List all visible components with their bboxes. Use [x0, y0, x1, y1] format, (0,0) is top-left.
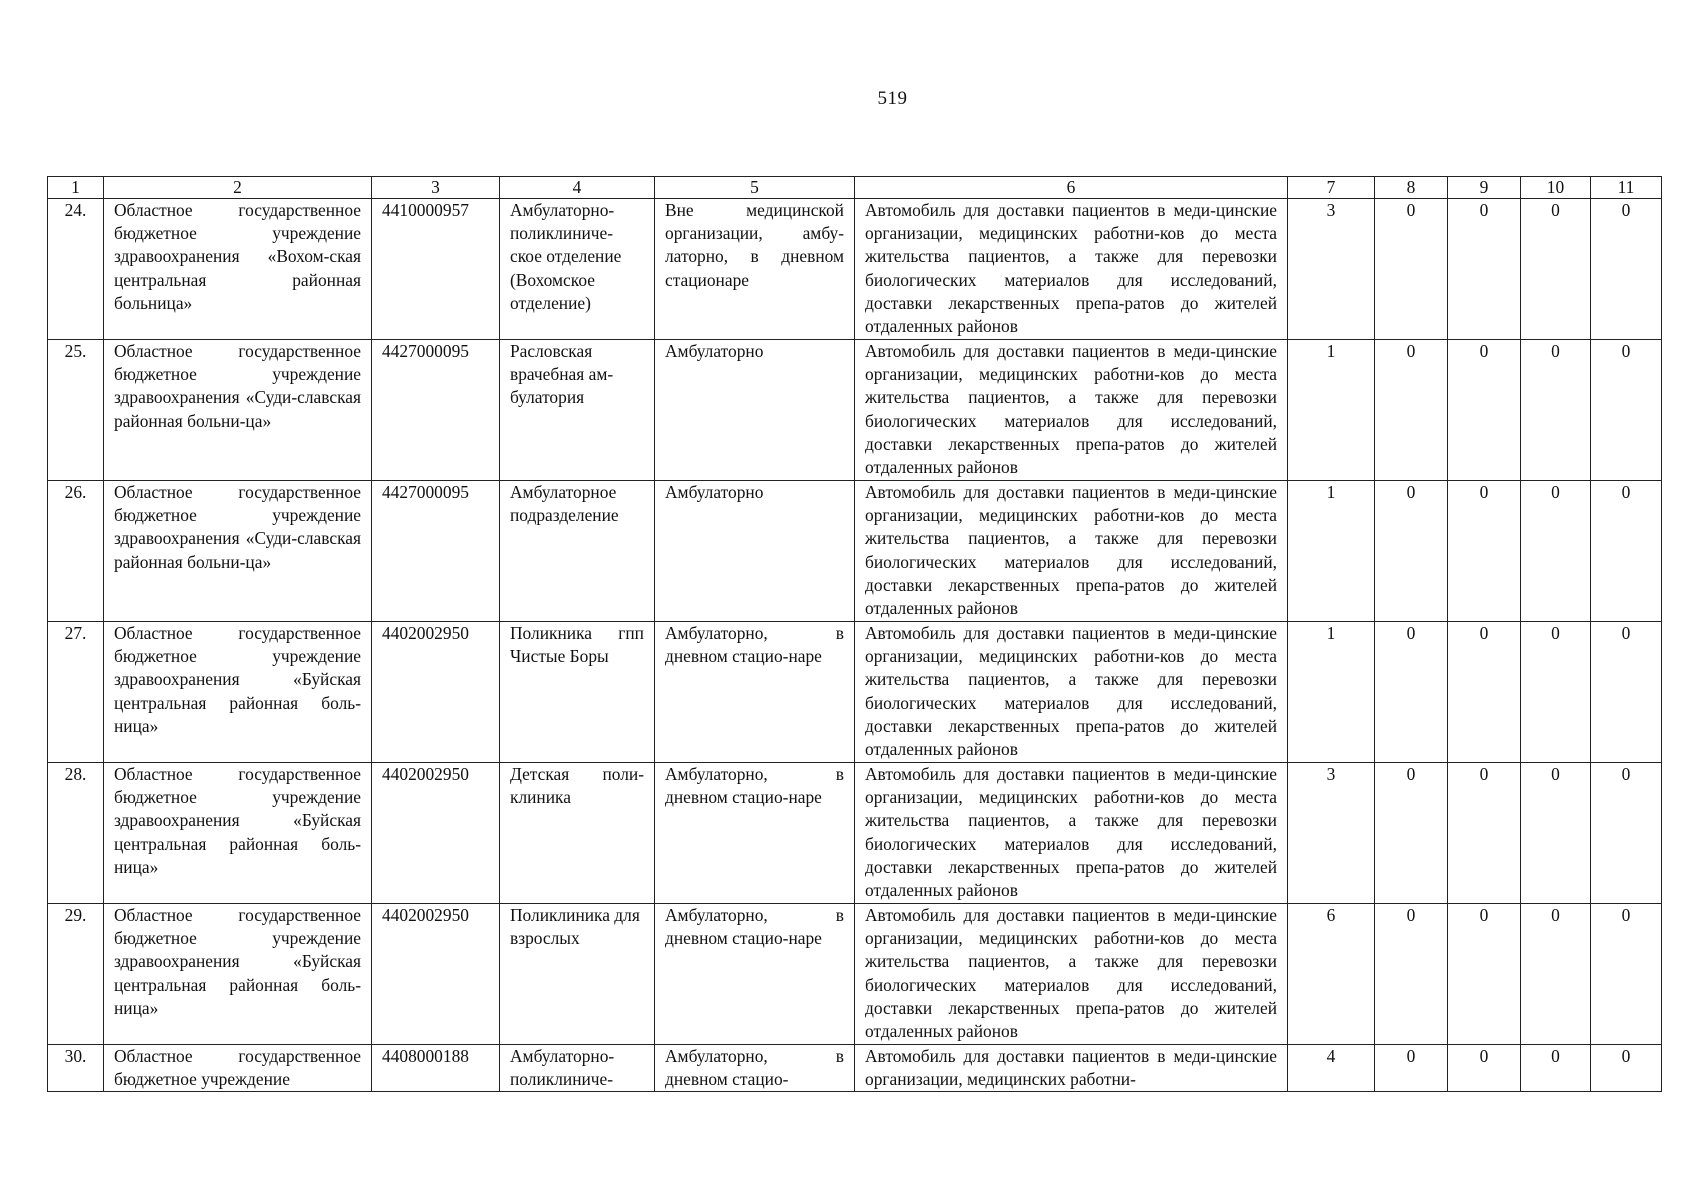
- table-header: [48, 177, 1662, 199]
- value-col-10: 0: [1521, 904, 1591, 1045]
- value-col-9: 0: [1448, 1045, 1521, 1092]
- value-col-7: 3: [1288, 763, 1375, 904]
- organization-name: Областное государственное бюджетное учреждение здравоохранения «Вохом-ская центральная районная больница»: [104, 199, 372, 340]
- organization-name: Областное государственное бюджетное учреждение здравоохранения «Суди-славская районная больни-ца»: [104, 340, 372, 481]
- vehicle-purpose: Автомобиль для доставки пациентов в меди-цинские организации, медицинских работни-ков до места жительства пациентов, а также для перевозки биологических материалов для исследований, доставки лекарственных препа-ратов до жителей отдаленных районов: [855, 199, 1288, 340]
- header-cell-9: 9: [1448, 177, 1521, 199]
- value-col-10: 0: [1521, 340, 1591, 481]
- table-row: [48, 340, 1662, 481]
- vehicle-purpose: Автомобиль для доставки пациентов в меди-цинские организации, медицинских работни-ков до места жительства пациентов, а также для перевозки биологических материалов для исследований, доставки лекарственных препа-ратов до жителей отдаленных районов: [855, 622, 1288, 763]
- unit-name: Детская поли-клиника: [500, 763, 655, 904]
- header-cell-3: 3: [372, 177, 500, 199]
- organization-code: 4427000095: [372, 481, 500, 622]
- vehicle-purpose: Автомобиль для доставки пациентов в меди-цинские организации, медицинских работни-: [855, 1045, 1288, 1092]
- value-col-7: 4: [1288, 1045, 1375, 1092]
- vehicle-purpose: Автомобиль для доставки пациентов в меди-цинские организации, медицинских работни-ков до места жительства пациентов, а также для перевозки биологических материалов для исследований, доставки лекарственных препа-ратов до жителей отдаленных районов: [855, 340, 1288, 481]
- value-col-10: 0: [1521, 481, 1591, 622]
- header-cell-4: 4: [500, 177, 655, 199]
- row-number: 24.: [48, 199, 104, 340]
- value-col-11: 0: [1591, 622, 1662, 763]
- organization-name: Областное государственное бюджетное учреждение здравоохранения «Суди-славская районная больни-ца»: [104, 481, 372, 622]
- value-col-11: 0: [1591, 763, 1662, 904]
- unit-name: Поликника гпп Чистые Боры: [500, 622, 655, 763]
- value-col-8: 0: [1375, 622, 1448, 763]
- organization-code: 4402002950: [372, 904, 500, 1045]
- row-number: 30.: [48, 1045, 104, 1092]
- table-row: [48, 481, 1662, 622]
- page-number: 519: [877, 88, 908, 109]
- value-col-10: 0: [1521, 622, 1591, 763]
- row-number: 29.: [48, 904, 104, 1045]
- value-col-7: 1: [1288, 481, 1375, 622]
- value-col-7: 6: [1288, 904, 1375, 1045]
- table-row: [48, 622, 1662, 763]
- value-col-9: 0: [1448, 199, 1521, 340]
- organization-name: Областное государственное бюджетное учреждение здравоохранения «Буйская центральная районная боль-ница»: [104, 904, 372, 1045]
- vehicle-purpose: Автомобиль для доставки пациентов в меди-цинские организации, медицинских работни-ков до места жительства пациентов, а также для перевозки биологических материалов для исследований, доставки лекарственных препа-ратов до жителей отдаленных районов: [855, 763, 1288, 904]
- header-cell-1: 1: [48, 177, 104, 199]
- table-row: [48, 763, 1662, 904]
- unit-name: Амбулаторно-поликлиниче-ское отделение (Вохомское отделение): [500, 199, 655, 340]
- row-number: 27.: [48, 622, 104, 763]
- organization-name: Областное государственное бюджетное учреждение: [104, 1045, 372, 1092]
- value-col-10: 0: [1521, 199, 1591, 340]
- table-body: [48, 199, 1662, 1092]
- table-row: [48, 1045, 1662, 1092]
- header-cell-2: 2: [104, 177, 372, 199]
- table-row: [48, 199, 1662, 340]
- header-row: [48, 177, 1662, 199]
- value-col-9: 0: [1448, 763, 1521, 904]
- value-col-8: 0: [1375, 1045, 1448, 1092]
- value-col-7: 3: [1288, 199, 1375, 340]
- care-conditions: Амбулаторно, в дневном стацио-наре: [655, 622, 855, 763]
- value-col-11: 0: [1591, 904, 1662, 1045]
- value-col-10: 0: [1521, 763, 1591, 904]
- value-col-9: 0: [1448, 481, 1521, 622]
- table-row: [48, 904, 1662, 1045]
- header-cell-7: 7: [1288, 177, 1375, 199]
- header-cell-8: 8: [1375, 177, 1448, 199]
- organization-name: Областное государственное бюджетное учреждение здравоохранения «Буйская центральная районная боль-ница»: [104, 763, 372, 904]
- value-col-11: 0: [1591, 481, 1662, 622]
- header-cell-11: 11: [1591, 177, 1662, 199]
- row-number: 25.: [48, 340, 104, 481]
- care-conditions: Амбулаторно, в дневном стацио-наре: [655, 763, 855, 904]
- value-col-8: 0: [1375, 904, 1448, 1045]
- vehicles-table: [47, 176, 1662, 1092]
- organization-code: 4402002950: [372, 622, 500, 763]
- value-col-7: 1: [1288, 622, 1375, 763]
- value-col-8: 0: [1375, 481, 1448, 622]
- organization-name: Областное государственное бюджетное учреждение здравоохранения «Буйская центральная районная боль-ница»: [104, 622, 372, 763]
- header-cell-10: 10: [1521, 177, 1591, 199]
- value-col-9: 0: [1448, 340, 1521, 481]
- value-col-8: 0: [1375, 340, 1448, 481]
- vehicle-purpose: Автомобиль для доставки пациентов в меди-цинские организации, медицинских работни-ков до места жительства пациентов, а также для перевозки биологических материалов для исследований, доставки лекарственных препа-ратов до жителей отдаленных районов: [855, 904, 1288, 1045]
- organization-code: 4410000957: [372, 199, 500, 340]
- vehicle-purpose: Автомобиль для доставки пациентов в меди-цинские организации, медицинских работни-ков до места жительства пациентов, а также для перевозки биологических материалов для исследований, доставки лекарственных препа-ратов до жителей отдаленных районов: [855, 481, 1288, 622]
- header-cell-6: 6: [855, 177, 1288, 199]
- care-conditions: Амбулаторно: [655, 481, 855, 622]
- unit-name: Расловская врачебная ам-булатория: [500, 340, 655, 481]
- care-conditions: Вне медицинской организации, амбу-латорно, в дневном стационаре: [655, 199, 855, 340]
- care-conditions: Амбулаторно, в дневном стацио-наре: [655, 904, 855, 1045]
- value-col-7: 1: [1288, 340, 1375, 481]
- header-cell-5: 5: [655, 177, 855, 199]
- care-conditions: Амбулаторно, в дневном стацио-: [655, 1045, 855, 1092]
- organization-code: 4402002950: [372, 763, 500, 904]
- unit-name: Поликлиника для взрослых: [500, 904, 655, 1045]
- organization-code: 4408000188: [372, 1045, 500, 1092]
- value-col-11: 0: [1591, 199, 1662, 340]
- value-col-8: 0: [1375, 763, 1448, 904]
- organization-code: 4427000095: [372, 340, 500, 481]
- row-number: 26.: [48, 481, 104, 622]
- value-col-10: 0: [1521, 1045, 1591, 1092]
- value-col-9: 0: [1448, 904, 1521, 1045]
- care-conditions: Амбулаторно: [655, 340, 855, 481]
- unit-name: Амбулаторное подразделение: [500, 481, 655, 622]
- value-col-8: 0: [1375, 199, 1448, 340]
- value-col-11: 0: [1591, 1045, 1662, 1092]
- row-number: 28.: [48, 763, 104, 904]
- unit-name: Амбулаторно-поликлиниче-: [500, 1045, 655, 1092]
- value-col-9: 0: [1448, 622, 1521, 763]
- value-col-11: 0: [1591, 340, 1662, 481]
